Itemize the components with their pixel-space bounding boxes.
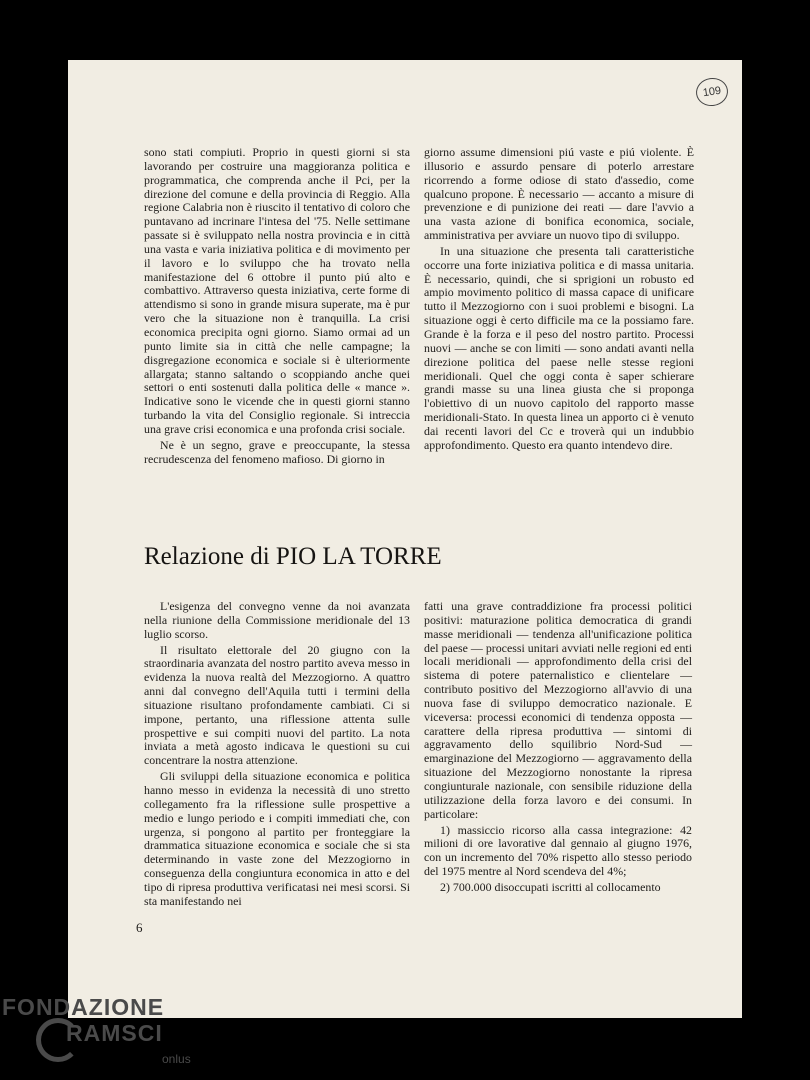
page-number-mark: 109 bbox=[694, 76, 730, 108]
paragraph: Gli sviluppi della situazione economica e politica hanno messo in evidenza la necessità di uno stretto collegamento fra la riflessione sulle prospettive a medio e lungo periodo e i compiti immediati che, con urgenza, si pongono al partito per fronteggiare la drammatica situazione economica e sociale che si sta determinando in vaste zone del Mezzogiorno in conseguenza della congiuntura economica in atto e del tipo di ripresa produttiva verificatasi nei mesi scorsi. Si sta manifestando nei bbox=[144, 769, 410, 908]
paragraph: In una situazione che presenta tali caratteristiche occorre una forte iniziativa politica e di massa unitaria. È necessario, quindi, che si sprigioni un robusto ed ampio movimento politico di massa capace di unificare tutto il Mezzogiorno con i suoi problemi e bisogni. La situazione oggi è certo difficile ma ce la possiamo fare. Grande è la forza e il peso del nostro partito. Processi nuovi — anche se con limiti — sono andati avanti nella direzione politica del paese nelle stesse regioni meridionali. Quel che oggi conta è saper schierare grandi masse su una linea giusta che si proponga l'obiettivo di un nuovo capitolo del rapporto masse meridionali-Stato. In questa linea un apporto ci è venuto dai recenti lavori del Cc e troverà qui un indubbio approfondimento. Questo era quanto intendevo dire. bbox=[424, 243, 694, 452]
watermark-suffix: onlus bbox=[162, 1052, 191, 1066]
section-title: Relazione di PIO LA TORRE bbox=[144, 543, 442, 570]
watermark-logo bbox=[0, 990, 230, 1080]
bottom-left-column bbox=[144, 600, 410, 909]
paragraph: Ne è un segno, grave e preoccupante, la stessa recrudescenza del fenomeno mafioso. Di giorno in bbox=[144, 437, 410, 466]
paragraph: sono stati compiuti. Proprio in questi giorni si sta lavorando per costruire una maggioranza politica e programmatica, che comprenda anche il Pci, per la direzione del comune e della provincia di Reggio. Alla regione Calabria non è riuscito il tentativo di coloro che puntavano ad incrinare l'intesa del '75. Nelle settimane passate si è sviluppato nella nostra provincia e in città una vasta e varia iniziativa politica e di movimento per il lavoro e lo sviluppo che ha trovato nella manifestazione del 6 ottobre il punto piú alto e combattivo. Attraverso questa iniziativa, certe forme di attendismo si sono in grande misura superate, ma è pur vero che la situazione non è tranquilla. La crisi economica precipita ogni giorno. Siamo ormai ad un punto limite sia in città che nelle campagne; la disgregazione economica e sociale si è ulteriormente allargata; stanno saltando o scoppiando anche quei settori o enti sostenuti dalla politica delle « mance ». Indicative sono le vicende che in questi giorni stanno turbando la vita del Consiglio regionale. Si intreccia una grave crisi economica e una profonda crisi sociale. bbox=[144, 145, 410, 436]
paragraph: fatti una grave contraddizione fra processi politici positivi: maturazione politica democratica di grandi masse meridionali — tendenza all'unificazione politica del paese — processi unitari avviati nelle regioni ed enti locali meridionali — approfondimento della crisi del sistema di potere paternalistico e clientelare — contributo positivo del Mezzogiorno all'avvio di una nuova fase di sviluppo democratico nazionale. E viceversa: processi economici di tendenza opposta — carattere della ripresa produttiva — sintomi di aggravamento dello squilibrio Nord-Sud — emarginazione del Mezzogiorno — aggravamento della situazione del Mezzogiorno nonostante la ripresa congiunturale nazionale, con sensibile riduzione della utilizzazione della forza lavoro e dei consumi. In particolare: bbox=[424, 599, 692, 821]
page-number: 6 bbox=[136, 920, 143, 935]
paragraph: Il risultato elettorale del 20 giugno con la straordinaria avanzata del nostro partito aveva messo in evidenza la nuova realtà del Mezzogiorno. A quattro anni dal convegno dell'Aquila tutti i termini della situazione risultano profondamente cambiati. Ci si impone, pertanto, una riflessione attenta sulle prospettive e sui compiti nuovi del partito. La nota inviata a metà agosto indicava le questioni su cui concentrare la nostra attenzione. bbox=[144, 642, 410, 768]
watermark-line2: RAMSCI bbox=[66, 1020, 163, 1046]
list-item: 1) massiccio ricorso alla cassa integrazione: 42 milioni di ore lavorative dal gennaio al giugno 1976, con un incremento del 70% rispetto allo stesso periodo del 1975 mentre al Nord scendeva del 4%; bbox=[424, 822, 692, 879]
watermark-line1: FONDAZIONE bbox=[2, 994, 165, 1020]
top-right-column bbox=[424, 146, 694, 453]
document-page bbox=[68, 60, 742, 1018]
list-item: 2) 700.000 disoccupati iscritti al collocamento bbox=[440, 879, 661, 894]
paragraph: giorno assume dimensioni piú vaste e piú violente. È illusorio e assurdo pensare di poterlo arrestare ricorrendo a forme odiose di stato d'assedio, come qualcuno propone. È necessario — accanto a misure di prevenzione e di punizione dei reati — dare l'avvio a una vasta azione di bonifica economica, sociale, amministrativa per avviare un nuovo tipo di sviluppo. bbox=[424, 145, 694, 243]
bottom-right-column bbox=[424, 600, 692, 895]
top-left-column bbox=[144, 146, 410, 466]
paragraph: L'esigenza del convegno venne da noi avanzata nella riunione della Commissione meridionale del 13 luglio scorso. bbox=[144, 599, 410, 641]
